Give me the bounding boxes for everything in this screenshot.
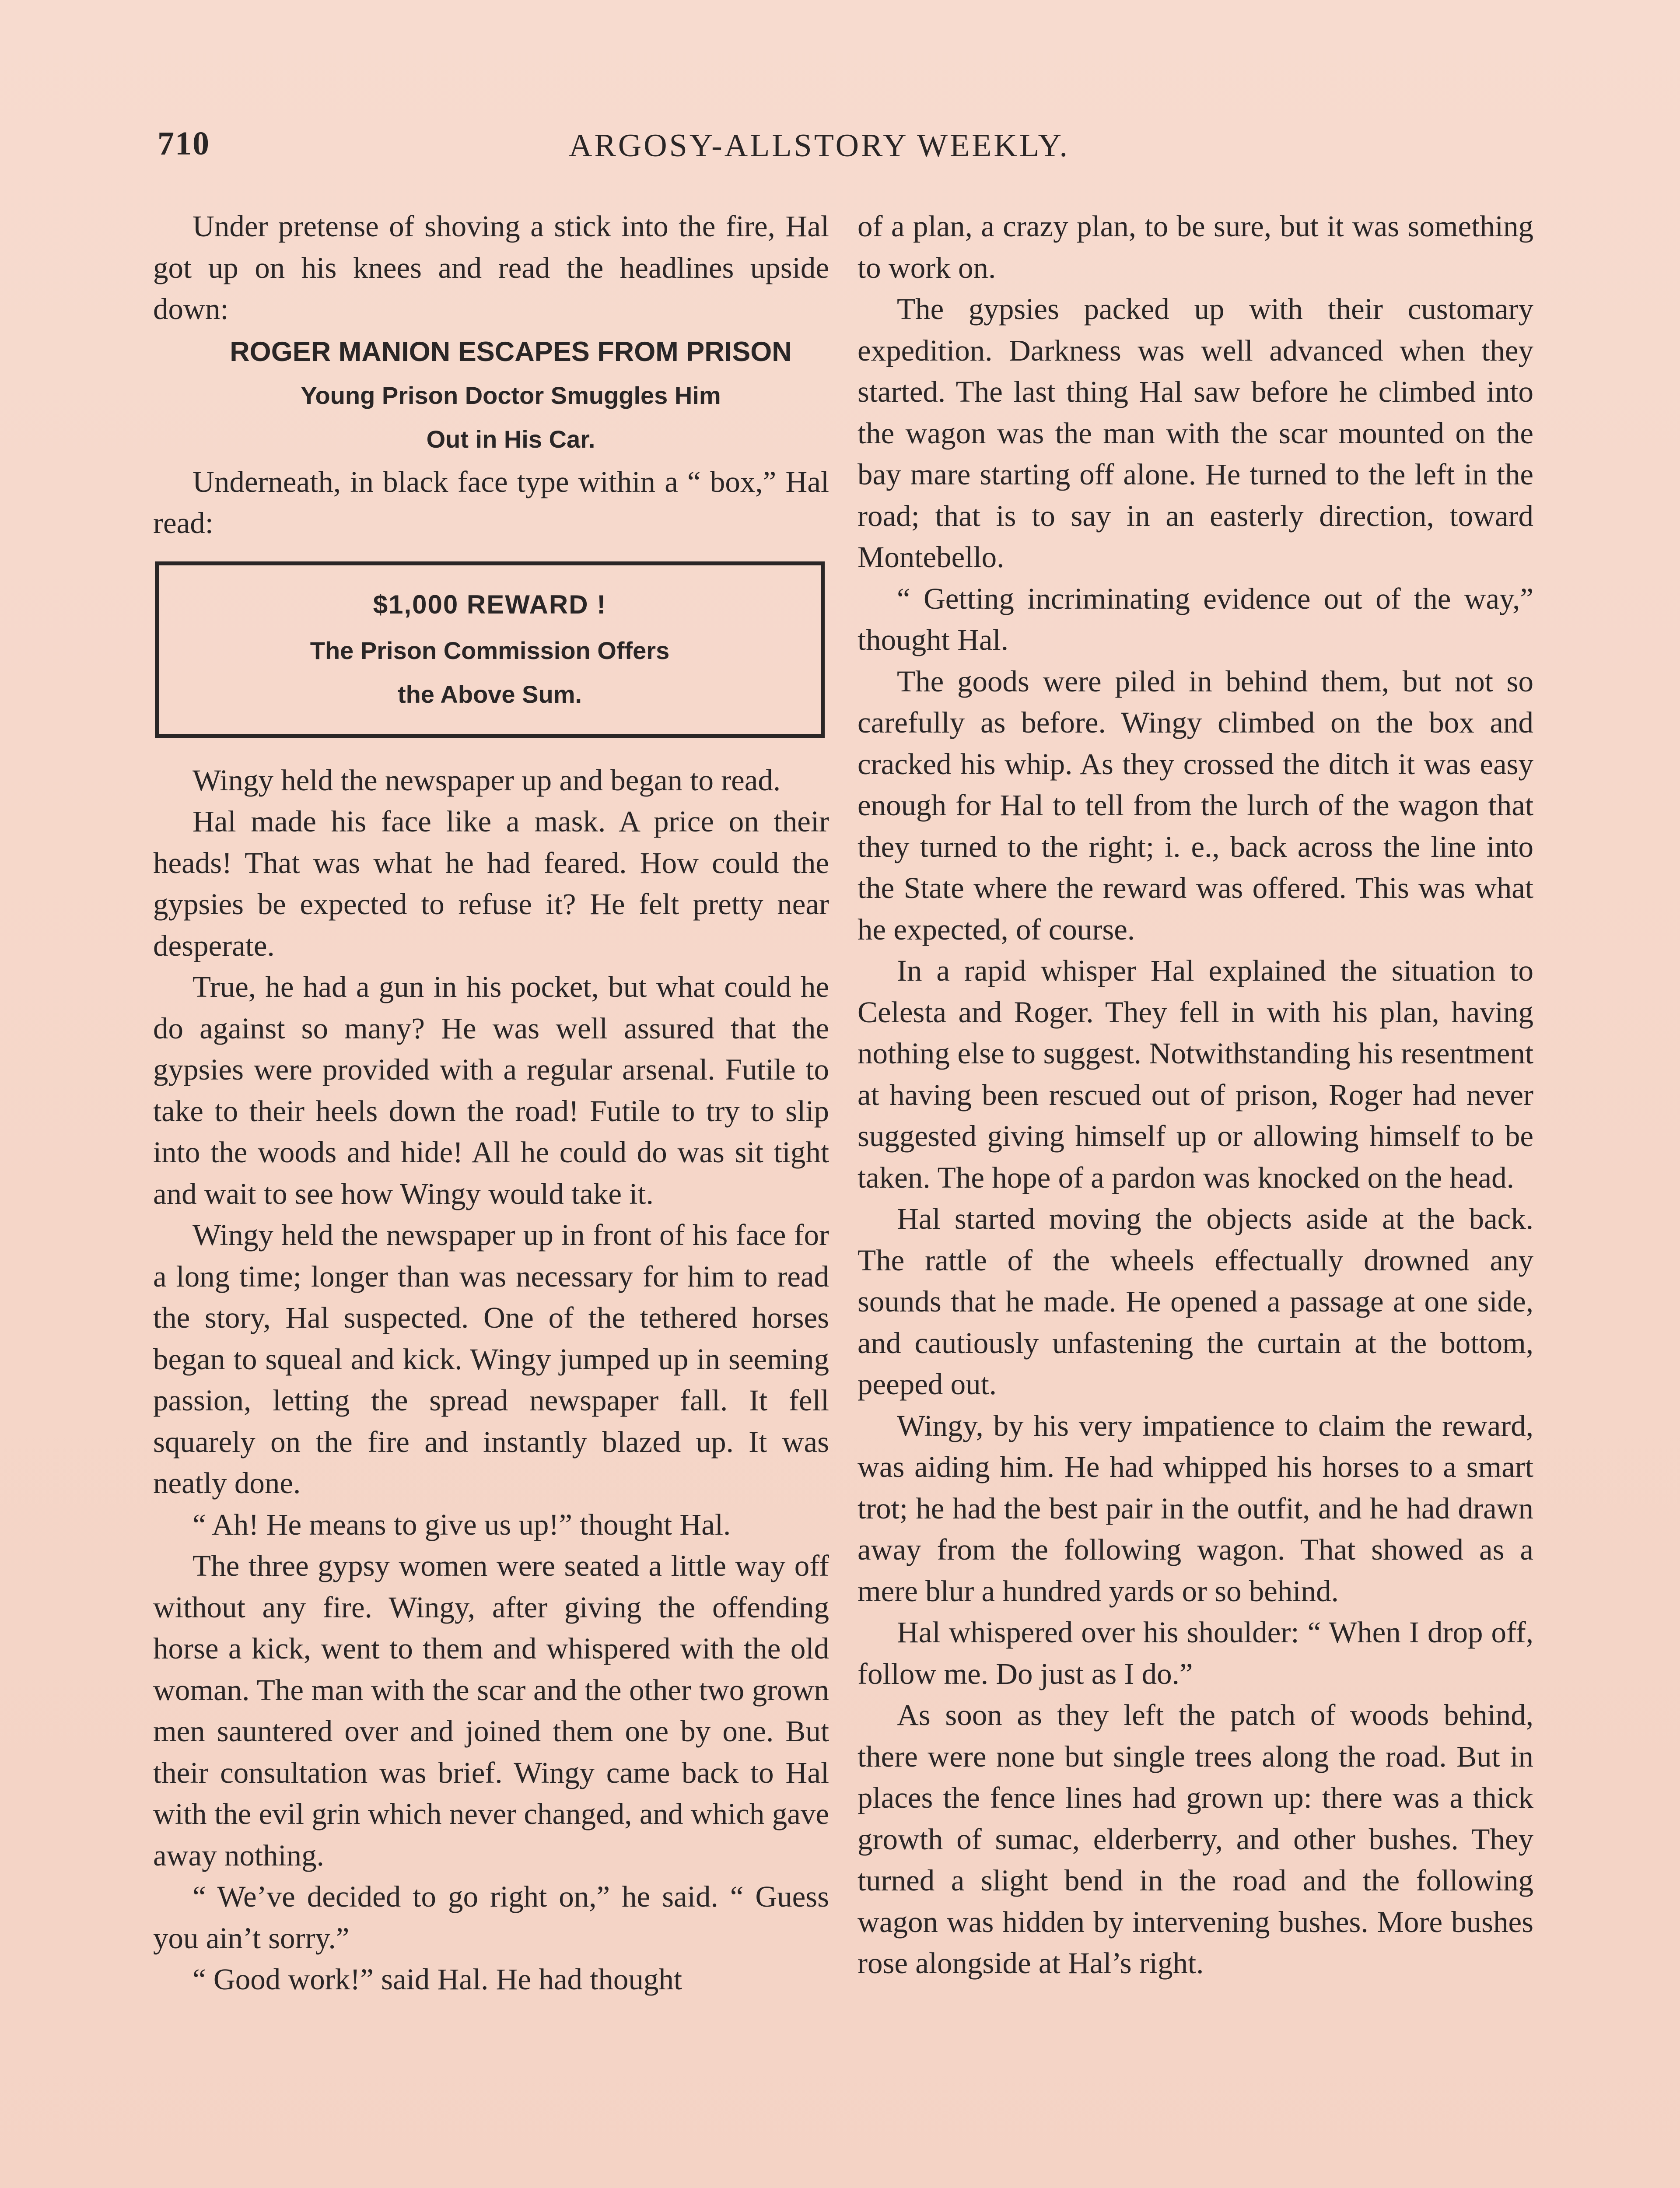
paragraph: of a plan, a crazy plan, to be sure, but it was something to work on. bbox=[858, 210, 1533, 284]
paragraph: Wingy held the newspaper up in front of his face for a long time; longer than was necessary for him to read the story, Hal suspected. One of the tethered horses began to squeal and kick. Wingy jumped up in seeming passion, letting the spread newspaper fall. It fell squarely on the fire and instantly blazed up. It was neatly done. bbox=[153, 1218, 829, 1500]
paragraph: Hal made his face like a mask. A price on their heads! That was what he had feared. How could the gypsies be expected to refuse it? He felt pretty near desperate. bbox=[153, 805, 829, 962]
paragraph: “ Good work!” said Hal. He had thought bbox=[192, 1963, 682, 1996]
paragraph: Wingy held the newspaper up and began to read. bbox=[192, 763, 781, 797]
right-column bbox=[858, 206, 1533, 1984]
reward-title: $1,000 REWARD ! bbox=[373, 589, 607, 619]
paragraph: In a rapid whisper Hal explained the situation to Celesta and Roger. They fell in with his plan, having nothing else to suggest. Notwithstanding his resentment at having been rescued out of prison, Roger had never suggested giving himself up or allowing himself to be taken. The hope of a pardon was knocked on the head. bbox=[858, 954, 1533, 1194]
paragraph: As soon as they left the patch of woods behind, there were none but single trees along the road. But in places the fence lines had grown up: there was a thick growth of sumac, elderberry, and other bushes. They turned a slight bend in the road and the following wagon was hidden by intervening bushes. More bushes rose alongside at Hal’s right. bbox=[858, 1698, 1533, 1980]
paragraph: “ Ah! He means to give us up!” thought Hal. bbox=[192, 1508, 731, 1541]
paragraph: True, he had a gun in his pocket, but what could he do against so many? He was well assured that the gypsies were provided with a regular arsenal. Futile to take to their heels down the road! Futile to try to slip into the woods and hide! All he could do was sit tight and wait to see how Wingy would take it. bbox=[153, 970, 829, 1210]
paragraph: “ We’ve decided to go right on,” he said. “ Guess you ain’t sorry.” bbox=[153, 1880, 829, 1955]
news-subhead-line: Out in His Car. bbox=[426, 425, 595, 453]
paragraph: “ Getting incriminating evidence out of the way,” thought Hal. bbox=[858, 582, 1533, 656]
paragraph: Wingy, by his very impatience to claim the reward, was aiding him. He had whipped his horses to a smart trot; he had the best pair in the outfit, and he had drawn away from the following wagon. That showed as a mere blur a hundred yards or so behind. bbox=[858, 1409, 1533, 1608]
news-subhead-line: Young Prison Doctor Smuggles Him bbox=[301, 381, 721, 409]
page-number: 710 bbox=[158, 125, 210, 162]
reward-line: the Above Sum. bbox=[397, 680, 582, 708]
paragraph: Hal whispered over his shoulder: “ When I drop off, follow me. Do just as I do.” bbox=[858, 1616, 1533, 1690]
left-column bbox=[153, 206, 829, 2000]
reward-line: The Prison Commission Offers bbox=[310, 636, 670, 664]
reward-box bbox=[155, 561, 825, 738]
paragraph: The three gypsy women were seated a little way off without any fire. Wingy, after giving the offending horse a kick, went to them and whispered with the old woman. The man with the scar and the other two grown men sauntered over and joined them one by one. But their consultation was brief. Wingy came back to Hal with the evil grin which never changed, and which gave away nothing. bbox=[153, 1549, 829, 1872]
page-header bbox=[153, 125, 1553, 177]
paragraph: Hal started moving the objects aside at the back. The rattle of the wheels effectually drowned any sounds that he made. He opened a passage at one side, and cautiously unfastening the curtain at the bottom, peeped out. bbox=[858, 1202, 1533, 1401]
news-headline: ROGER MANION ESCAPES FROM PRISON bbox=[230, 336, 792, 367]
paragraph: The gypsies packed up with their customary expedition. Darkness was well advanced when they started. The last thing Hal saw before he climbed into the wagon was the man with the scar mounted on the bay mare starting off alone. He turned to the left in the road; that is to say in an easterly direction, toward Montebello. bbox=[858, 292, 1533, 574]
paragraph: Under pretense of shoving a stick into the fire, Hal got up on his knees and read the headlines upside down: bbox=[153, 210, 829, 326]
paragraph: Underneath, in black face type within a “ box,” Hal read: bbox=[153, 465, 829, 540]
running-head: ARGOSY-ALLSTORY WEEKLY. bbox=[569, 128, 1070, 164]
paragraph: The goods were piled in behind them, but not so carefully as before. Wingy climbed on the box and cracked his whip. As they crossed the ditch it was easy enough for Hal to tell from the lurch of the wagon that they turned to the right; i. e., back across the line into the State where the reward was offered. This was what he expected, of course. bbox=[858, 664, 1533, 946]
